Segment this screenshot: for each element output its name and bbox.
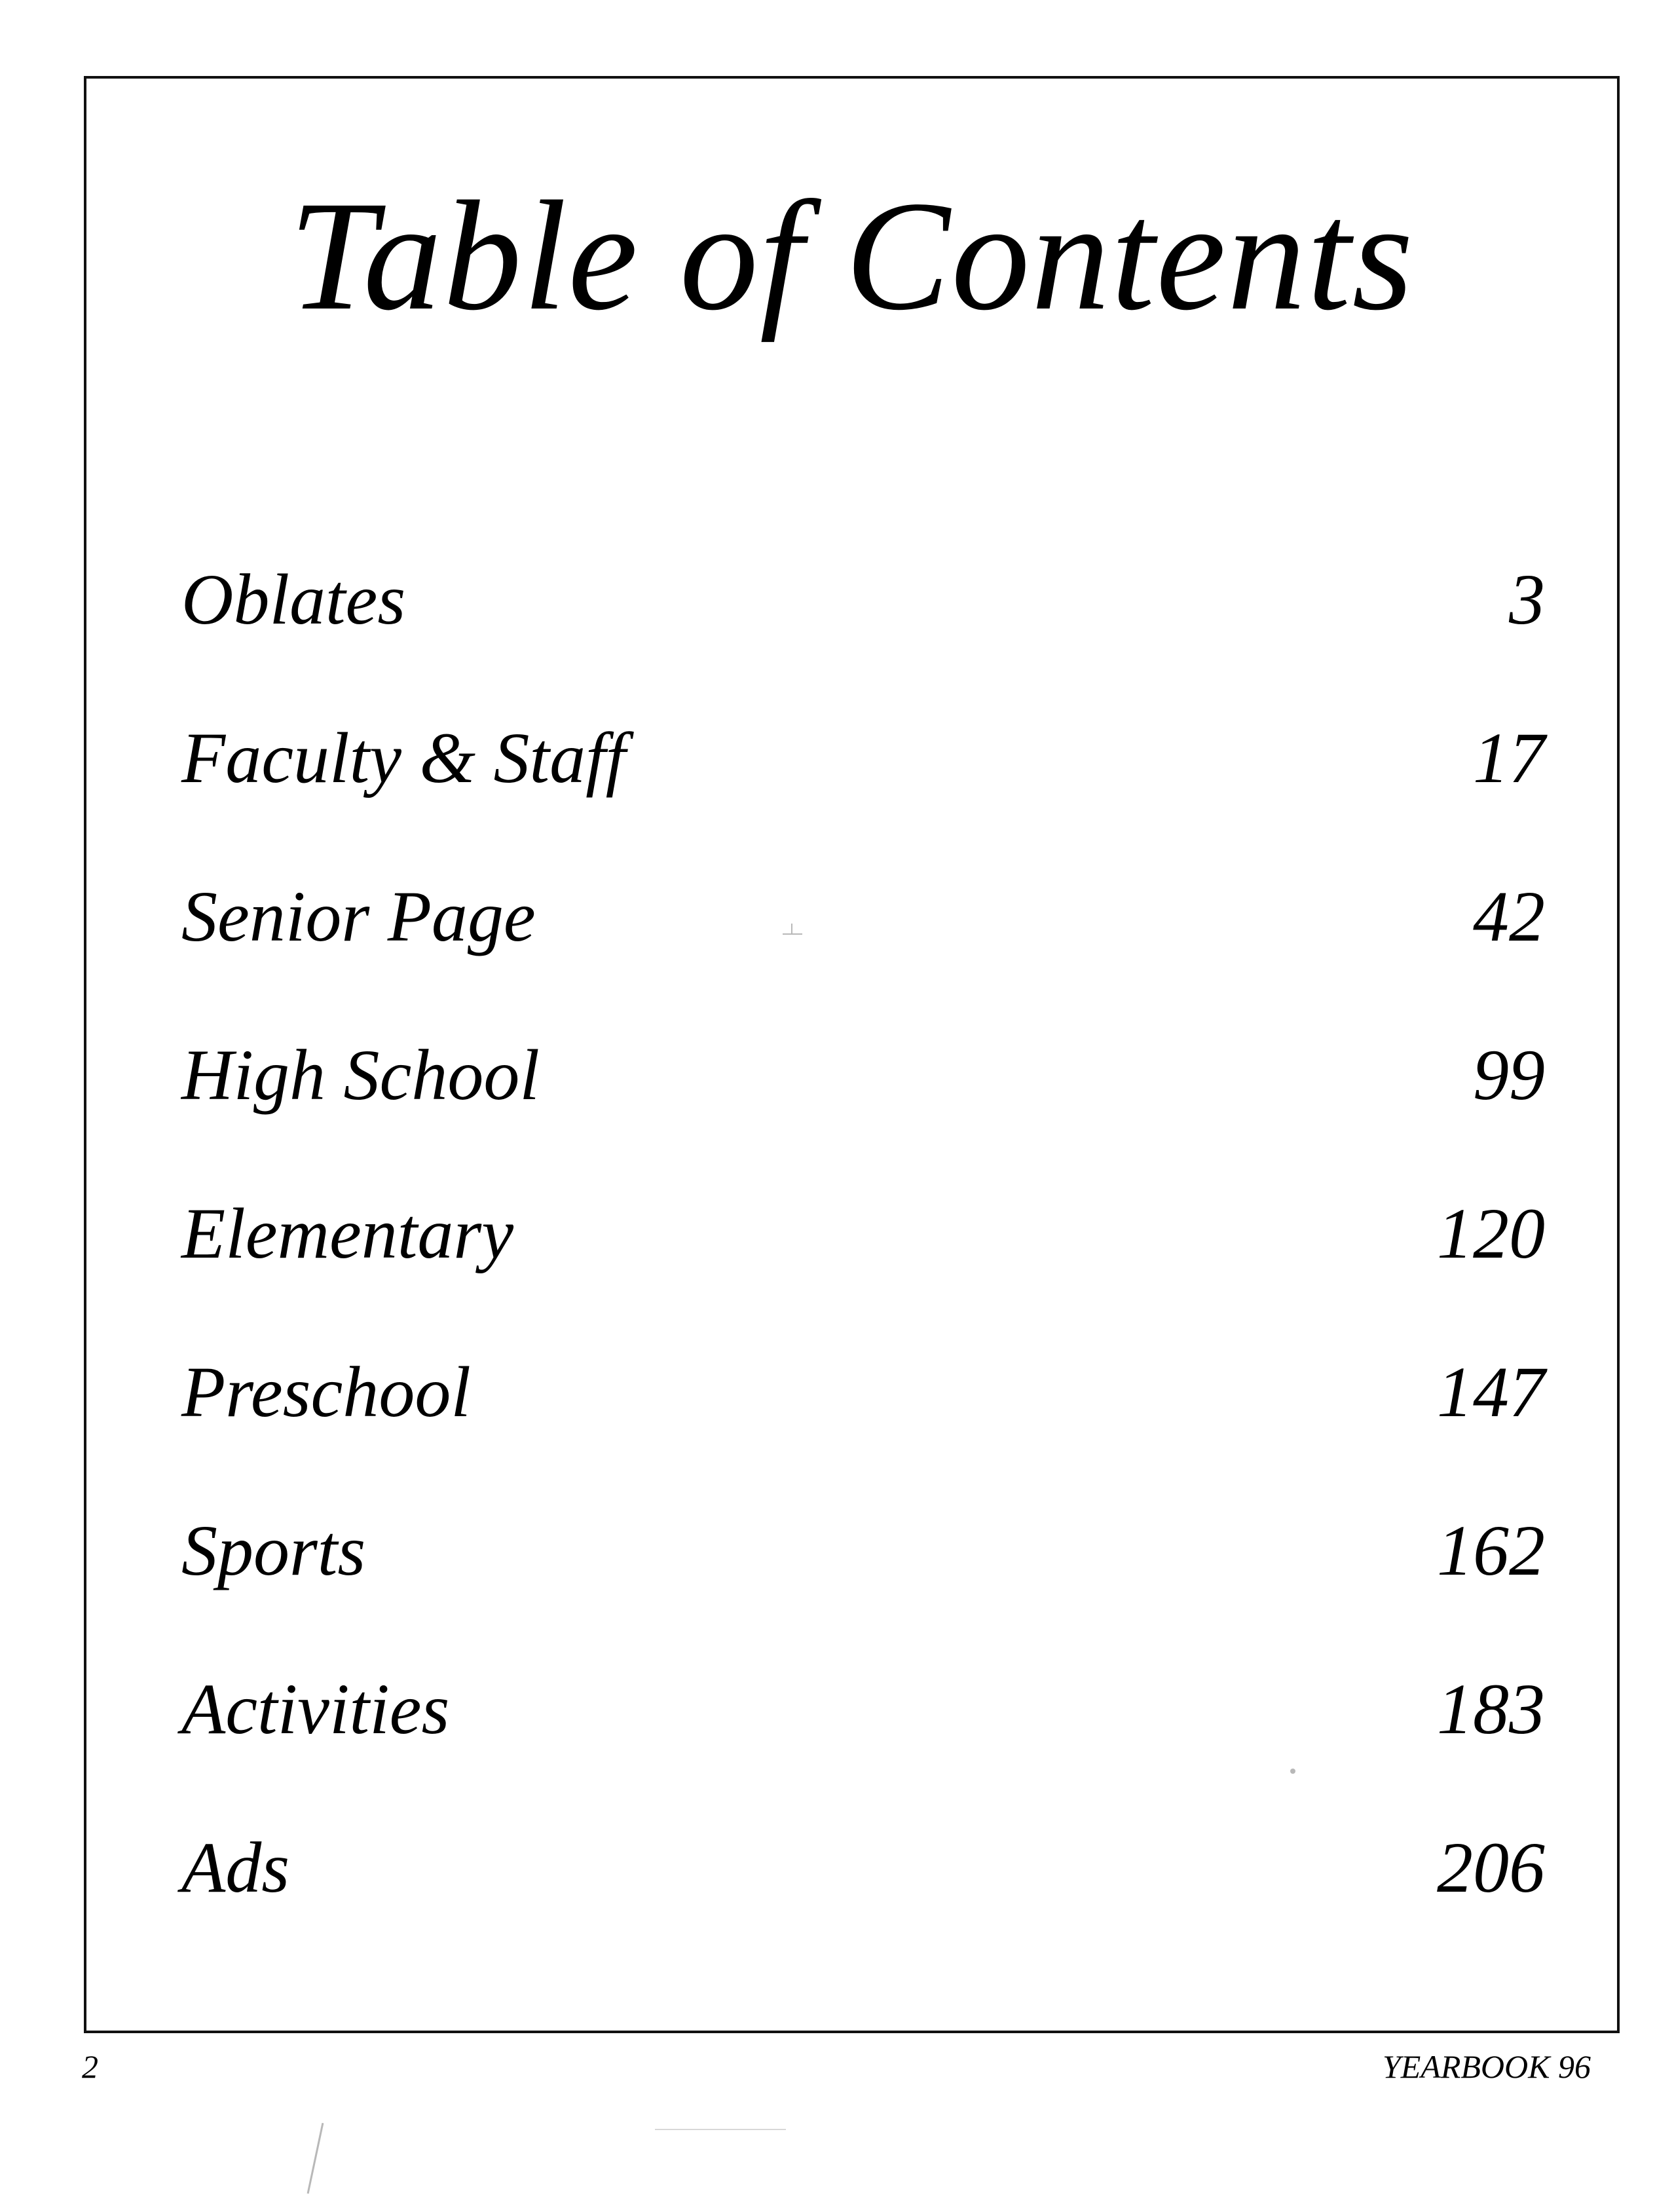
toc-row	[181, 718, 1545, 880]
scan-speck	[1290, 1769, 1295, 1774]
toc-section: Activities	[181, 1669, 450, 1749]
footer-publication: YEARBOOK 96	[1382, 2048, 1591, 2085]
toc-section: Elementary	[181, 1193, 514, 1273]
toc-section: Ads	[181, 1828, 289, 1907]
toc-row	[181, 1035, 1545, 1197]
toc-row	[181, 559, 1545, 722]
toc-page: 17	[1473, 718, 1545, 798]
scan-speck	[783, 933, 802, 935]
toc-list	[181, 559, 1545, 1990]
toc-page: 99	[1473, 1035, 1545, 1115]
scan-speck	[655, 2129, 786, 2130]
toc-page: 183	[1437, 1669, 1545, 1749]
toc-section: Sports	[181, 1510, 366, 1590]
toc-page: 120	[1437, 1193, 1545, 1273]
toc-section: Preschool	[181, 1352, 471, 1432]
toc-page: 147	[1437, 1352, 1545, 1432]
toc-page: 162	[1437, 1510, 1545, 1590]
toc-page: 3	[1509, 559, 1545, 639]
toc-section: High School	[181, 1035, 540, 1115]
toc-page: 42	[1473, 876, 1545, 956]
toc-section: Faculty & Staff	[181, 718, 626, 798]
toc-section: Senior Page	[181, 876, 536, 956]
content-frame	[84, 76, 1620, 2033]
toc-row	[181, 1352, 1545, 1514]
toc-row	[181, 1193, 1545, 1356]
toc-row	[181, 1828, 1545, 1990]
scan-speck	[791, 924, 792, 934]
toc-row	[181, 876, 1545, 1039]
scan-speck	[307, 2123, 324, 2194]
toc-page: 206	[1437, 1828, 1545, 1907]
toc-row	[181, 1669, 1545, 1831]
page-title: Table of Contents	[289, 168, 1415, 343]
footer-page-number: 2	[82, 2048, 98, 2085]
toc-row	[181, 1510, 1545, 1673]
toc-section: Oblates	[181, 559, 406, 639]
